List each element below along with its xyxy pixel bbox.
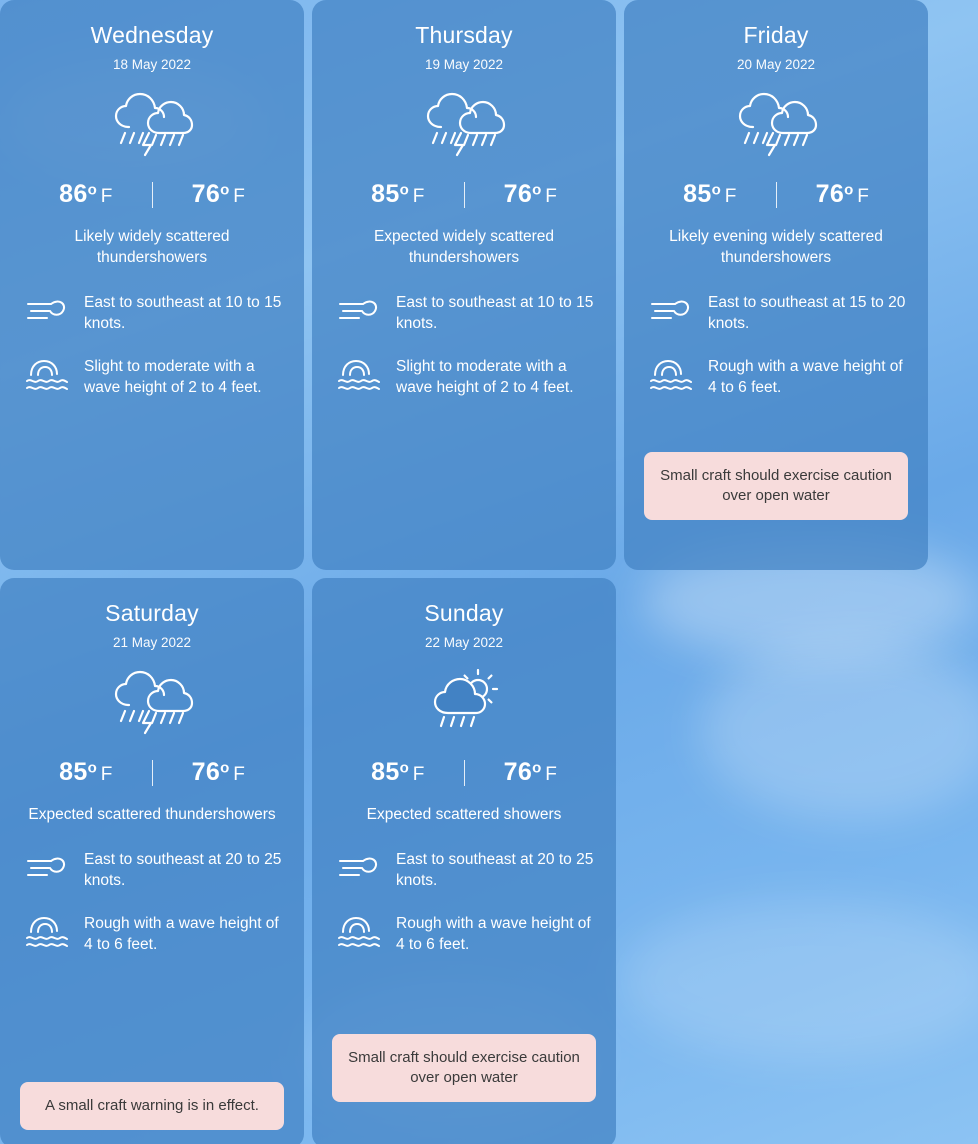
day-name: Wednesday [90,22,214,48]
grid-gap [304,0,312,570]
low-temperature-value: 76 [503,180,533,208]
high-temperature [20,180,152,209]
high-temperature [332,180,464,209]
degree-symbol: o [532,181,542,199]
temperature-unit: F [233,186,245,207]
wave-detail [20,355,284,399]
wind-text: East to southeast at 10 to 15 knots. [84,293,282,332]
grid-gap [616,578,624,1144]
wave-icon [24,355,70,395]
wave-icon [336,912,382,952]
low-temperature [465,758,597,787]
temperature-row [332,180,596,209]
wave-detail [332,355,596,399]
degree-symbol: o [399,181,409,199]
temperature-unit: F [412,764,425,785]
wind-text: East to southeast at 15 to 20 knots. [708,293,906,332]
wave-text: Rough with a wave height of 4 to 6 feet. [396,914,591,953]
day-name: Saturday [105,600,199,626]
forecast-card-saturday[interactable] [0,578,304,1144]
forecast-card-sunday[interactable] [312,578,616,1144]
day-date: 21 May 2022 [112,635,192,650]
empty-slot [624,578,928,1144]
high-temperature-value: 85 [59,758,88,786]
day-date: 20 May 2022 [736,57,816,72]
forecast-summary: Expected scattered thundershowers [28,806,276,823]
temperature-unit: F [724,186,737,207]
degree-symbol: o [844,181,854,199]
day-date: 22 May 2022 [424,635,504,650]
forecast-summary: Likely widely scattered thundershowers [74,228,230,266]
day-date: 18 May 2022 [112,57,192,72]
wind-icon [24,848,70,888]
low-temperature-value: 76 [191,758,221,786]
grid-gap [304,570,312,578]
wave-text: Slight to moderate with a wave height of 2 to 4 feet. [84,357,262,396]
wave-icon [648,355,694,395]
wind-icon [336,848,382,888]
wind-detail [20,291,284,335]
marine-alert-badge: A small craft warning is in effect. [20,1082,284,1130]
wind-detail [332,848,596,892]
forecast-card-wednesday[interactable] [0,0,304,570]
wind-detail [644,291,908,335]
degree-symbol: o [220,181,230,199]
forecast-summary: Expected scattered showers [366,806,562,823]
grid-gap [616,0,624,570]
forecast-summary: Expected widely scattered thundershowers [373,228,555,266]
degree-symbol: o [87,181,97,199]
wind-text: East to southeast at 20 to 25 knots. [84,850,282,889]
degree-symbol: o [399,759,409,777]
low-temperature-value: 76 [191,180,221,208]
temperature-unit: F [545,186,557,207]
temperature-row [20,180,284,209]
thunderstorm-rain-icon [109,88,195,160]
wind-detail [20,848,284,892]
temperature-unit: F [857,186,869,207]
temperature-unit: F [100,764,113,785]
temperature-row [644,180,908,209]
temperature-unit: F [412,186,425,207]
wave-detail [332,912,596,956]
thunderstorm-rain-icon [421,88,507,160]
degree-symbol: o [532,759,542,777]
grid-gap [624,570,928,578]
day-name: Friday [743,22,809,48]
wind-icon [336,291,382,331]
wave-text: Rough with a wave height of 4 to 6 feet. [84,914,279,953]
low-temperature [777,180,909,209]
wave-detail [644,355,908,399]
high-temperature-value: 85 [683,180,712,208]
degree-symbol: o [87,759,97,777]
temperature-unit: F [233,764,245,785]
high-temperature-value: 85 [371,180,400,208]
temperature-unit: F [545,764,557,785]
low-temperature-value: 76 [503,758,533,786]
wind-text: East to southeast at 10 to 15 knots. [396,293,594,332]
day-date: 19 May 2022 [424,57,504,72]
wave-detail [20,912,284,956]
low-temperature [153,180,285,209]
forecast-card-thursday[interactable] [312,0,616,570]
wind-text: East to southeast at 20 to 25 knots. [396,850,594,889]
wave-text: Slight to moderate with a wave height of 2 to 4 feet. [396,357,574,396]
grid-gap [312,570,616,578]
thunderstorm-rain-icon [109,666,195,738]
marine-alert-badge: Small craft should exercise caution over open water [644,452,908,521]
thunderstorm-rain-icon [733,88,819,160]
temperature-row [332,758,596,787]
low-temperature [465,180,597,209]
forecast-summary: Likely evening widely scattered thundershowers [669,228,883,266]
temperature-row [20,758,284,787]
grid-gap [616,570,624,578]
day-name: Thursday [415,22,513,48]
degree-symbol: o [711,181,721,199]
low-temperature-value: 76 [815,180,845,208]
wind-detail [332,291,596,335]
high-temperature-value: 86 [59,180,88,208]
forecast-card-friday[interactable] [624,0,928,570]
grid-gap [0,570,304,578]
day-name: Sunday [424,600,504,626]
high-temperature [332,758,464,787]
temperature-unit: F [100,186,113,207]
high-temperature [20,758,152,787]
wind-icon [24,291,70,331]
high-temperature-value: 85 [371,758,400,786]
wave-icon [24,912,70,952]
wave-icon [336,355,382,395]
grid-gap [304,578,312,1144]
high-temperature [644,180,776,209]
marine-alert-badge: Small craft should exercise caution over open water [332,1034,596,1103]
low-temperature [153,758,285,787]
degree-symbol: o [220,759,230,777]
sun-cloud-rain-icon [426,666,502,738]
wave-text: Rough with a wave height of 4 to 6 feet. [708,357,903,396]
wind-icon [648,291,694,331]
